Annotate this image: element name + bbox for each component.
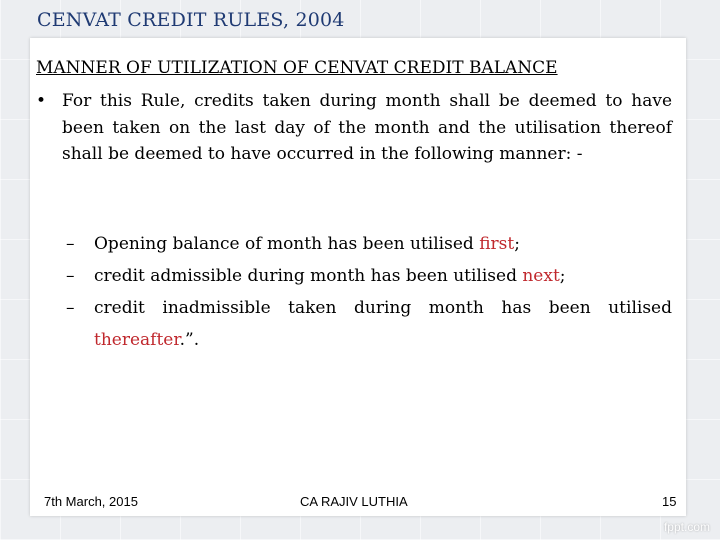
sub-item-highlight: thereafter xyxy=(94,330,180,350)
footer-date: 7th March, 2015 xyxy=(44,494,138,509)
sub-item-inadmissible-credit xyxy=(66,292,672,356)
bullet-item xyxy=(36,88,672,168)
bullet-icon: • xyxy=(36,91,47,111)
content-panel xyxy=(30,38,686,516)
sub-item-text: credit inadmissible taken during month has been utilised xyxy=(94,298,672,318)
bullet-text: For this Rule, credits taken during month shall be deemed to have been taken on the last day of the month and the utilisation thereof shall be deemed to have occurred in the following manner: - xyxy=(62,91,672,164)
sub-item-text: credit admissible during month has been utilised xyxy=(94,266,523,286)
footer-page-number: 15 xyxy=(662,494,677,509)
sub-list xyxy=(66,228,672,356)
sub-item-admissible-credit xyxy=(66,260,672,292)
dash-icon: – xyxy=(66,266,75,286)
sub-item-suffix: .”. xyxy=(179,330,200,350)
sub-item-text: Opening balance of month has been utilised xyxy=(94,234,480,254)
watermark: fppt.com xyxy=(663,520,710,534)
sub-item-opening-balance xyxy=(66,228,672,260)
sub-item-suffix: ; xyxy=(559,266,566,286)
sub-item-suffix: ; xyxy=(514,234,520,254)
dash-icon: – xyxy=(66,298,75,318)
footer-author: CA RAJIV LUTHIA xyxy=(300,494,408,509)
slide-title: CENVAT CREDIT RULES, 2004 xyxy=(37,9,345,31)
sub-item-highlight: next xyxy=(522,266,560,286)
dash-icon: – xyxy=(66,234,75,254)
sub-item-highlight: first xyxy=(479,234,515,254)
section-heading: MANNER OF UTILIZATION OF CENVAT CREDIT BALANCE xyxy=(36,58,558,78)
